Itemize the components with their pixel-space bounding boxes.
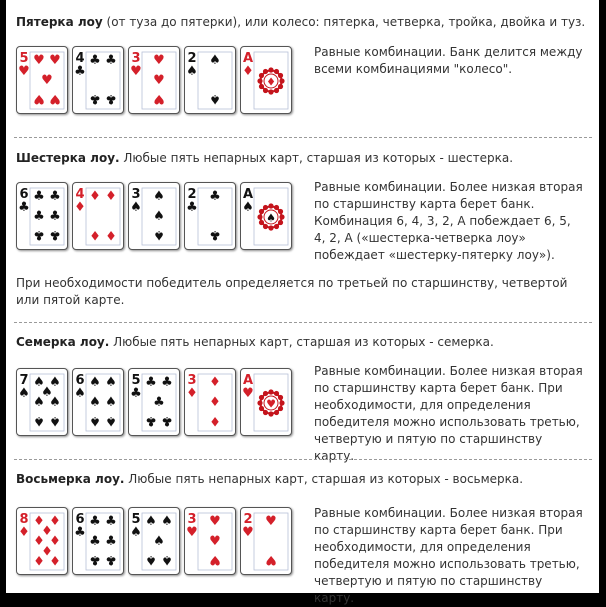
section-six-low xyxy=(16,150,592,307)
section-subtitle: Любые пять непарных карт, старшая из которых - шестерка. xyxy=(119,151,514,165)
page xyxy=(6,0,599,605)
clubs-pip-icon: ♣ xyxy=(105,53,117,68)
playing-card xyxy=(16,46,68,114)
ace-medallion-icon xyxy=(257,389,284,416)
playing-card xyxy=(128,368,180,436)
spades-suit-icon: ♠ xyxy=(130,200,142,215)
spades-pip-icon: ♠ xyxy=(49,375,61,390)
diamonds-pip-icon: ♦ xyxy=(89,189,101,204)
card-rank: A xyxy=(242,51,254,66)
diamonds-pip-icon: ♦ xyxy=(105,227,117,242)
hearts-pip-icon: ♥ xyxy=(49,91,61,106)
spades-pip-icon: ♠ xyxy=(105,395,117,410)
clubs-pip-icon: ♣ xyxy=(105,91,117,106)
clubs-pip-icon: ♣ xyxy=(89,514,101,529)
hearts-pip-icon: ♥ xyxy=(265,552,277,567)
card-rank: 2 xyxy=(187,187,197,202)
spades-pip-icon: ♠ xyxy=(33,375,45,390)
spades-pip-icon: ♠ xyxy=(89,375,101,390)
section-heading xyxy=(16,14,592,30)
hearts-pip-icon: ♥ xyxy=(153,53,165,68)
hearts-pip-icon: ♥ xyxy=(33,53,45,68)
section-subtitle: (от туза до пятерки), или колесо: пятерка, четверка, тройка, двойка и туз. xyxy=(102,15,586,29)
hearts-pip-icon: ♥ xyxy=(33,91,45,106)
card-rank: 6 xyxy=(19,187,29,202)
spades-pip-icon: ♠ xyxy=(41,385,53,400)
spades-pip-icon: ♠ xyxy=(153,227,165,242)
clubs-pip-icon: ♣ xyxy=(89,91,101,106)
spades-pip-icon: ♠ xyxy=(153,189,165,204)
clubs-pip-icon: ♣ xyxy=(49,227,61,242)
section-description: Равные комбинации. Более низкая вторая по старшинству карта берет банк. При необходимости, для определения победителя можно использовать третью, четвертую и пятую по старшинству карту. xyxy=(314,506,583,605)
clubs-suit-icon: ♣ xyxy=(18,200,30,215)
diamonds-pip-icon: ♦ xyxy=(41,524,53,539)
hearts-pip-icon: ♥ xyxy=(49,53,61,68)
section-description: Равные комбинации. Более низкая вторая по старшинству карта берет банк. Комбинация 6, 4, 3, 2, А побеждает 6, 5, 4, 2, А («шестерка-четверка лоу» побеждает «шестерку-пятерку лоу»). xyxy=(314,180,583,262)
diamonds-suit-icon: ♦ xyxy=(74,200,86,215)
card-rank: 2 xyxy=(187,51,197,66)
section-title: Пятерка лоу xyxy=(16,15,103,29)
playing-card xyxy=(16,368,68,436)
diamonds-suit-icon: ♦ xyxy=(18,525,30,540)
section-description: Равные комбинации. Более низкая вторая по старшинству карта берет банк. При необходимости, для определения победителя можно использовать третью, четвертую и пятую по старшинству карту. xyxy=(314,364,583,463)
section-five-low xyxy=(16,14,592,106)
card-rank: 2 xyxy=(243,512,253,527)
section-subtitle: Любые пять непарных карт, старшая из которых - восьмерка. xyxy=(124,472,524,486)
clubs-pip-icon: ♣ xyxy=(105,552,117,567)
svg-text:♠: ♠ xyxy=(266,211,276,225)
playing-card xyxy=(16,182,68,250)
playing-card xyxy=(128,182,180,250)
spades-pip-icon: ♠ xyxy=(105,375,117,390)
section-eight-low xyxy=(16,471,592,605)
ace-medallion-icon xyxy=(257,67,284,94)
spades-pip-icon: ♠ xyxy=(33,395,45,410)
card-rank: 3 xyxy=(131,51,141,66)
spades-pip-icon: ♠ xyxy=(105,413,117,428)
hearts-pip-icon: ♥ xyxy=(41,73,53,88)
svg-text:♦: ♦ xyxy=(266,75,276,89)
hearts-pip-icon: ♥ xyxy=(153,73,165,88)
card-rank: 6 xyxy=(75,373,85,388)
card-rank: 5 xyxy=(19,51,29,66)
playing-card xyxy=(72,46,124,114)
playing-card xyxy=(240,507,292,575)
card-rank: A xyxy=(242,373,254,388)
spades-suit-icon: ♠ xyxy=(74,386,86,401)
section-heading xyxy=(16,334,592,350)
playing-card xyxy=(128,507,180,575)
section-subtitle: Любые пять непарных карт, старшая из которых - семерка. xyxy=(109,335,494,349)
clubs-suit-icon: ♣ xyxy=(74,525,86,540)
playing-card xyxy=(184,182,236,250)
hearts-pip-icon: ♥ xyxy=(209,534,221,549)
section-title: Шестерка лоу. xyxy=(16,151,120,165)
card-rank: 4 xyxy=(75,51,85,66)
section-description: Равные комбинации. Банк делится между всеми комбинациями "колесо". xyxy=(314,45,583,76)
spades-suit-icon: ♠ xyxy=(242,200,254,215)
playing-card xyxy=(184,46,236,114)
clubs-suit-icon: ♣ xyxy=(74,64,86,79)
clubs-pip-icon: ♣ xyxy=(209,227,221,242)
diamonds-pip-icon: ♦ xyxy=(209,413,221,428)
spades-suit-icon: ♠ xyxy=(18,386,30,401)
diamonds-pip-icon: ♦ xyxy=(209,375,221,390)
diamonds-pip-icon: ♦ xyxy=(209,395,221,410)
spades-pip-icon: ♠ xyxy=(209,53,221,68)
card-rank: 5 xyxy=(131,512,141,527)
card-rank: 7 xyxy=(19,373,29,388)
spades-pip-icon: ♠ xyxy=(145,514,157,529)
svg-text:♥: ♥ xyxy=(266,397,276,411)
clubs-suit-icon: ♣ xyxy=(186,200,198,215)
card-rank: 3 xyxy=(187,373,197,388)
playing-card xyxy=(240,46,292,114)
diamonds-suit-icon: ♦ xyxy=(186,386,198,401)
clubs-pip-icon: ♣ xyxy=(209,189,221,204)
diamonds-pip-icon: ♦ xyxy=(89,227,101,242)
diamonds-pip-icon: ♦ xyxy=(105,189,117,204)
card-rank: 8 xyxy=(19,512,29,527)
diamonds-pip-icon: ♦ xyxy=(33,514,45,529)
clubs-pip-icon: ♣ xyxy=(89,552,101,567)
section-title: Семерка лоу. xyxy=(16,335,110,349)
clubs-pip-icon: ♣ xyxy=(49,189,61,204)
hearts-pip-icon: ♥ xyxy=(153,91,165,106)
clubs-pip-icon: ♣ xyxy=(161,413,173,428)
spades-pip-icon: ♠ xyxy=(153,209,165,224)
card-rank: 3 xyxy=(187,512,197,527)
spades-pip-icon: ♠ xyxy=(161,552,173,567)
spades-pip-icon: ♠ xyxy=(161,514,173,529)
clubs-pip-icon: ♣ xyxy=(161,375,173,390)
spades-suit-icon: ♠ xyxy=(186,64,198,79)
hearts-pip-icon: ♥ xyxy=(209,552,221,567)
card-rank: 3 xyxy=(131,187,141,202)
diamonds-suit-icon: ♦ xyxy=(242,64,254,79)
card-rank: 5 xyxy=(131,373,141,388)
diamonds-pip-icon: ♦ xyxy=(41,542,53,557)
spades-pip-icon: ♠ xyxy=(145,552,157,567)
diamonds-pip-icon: ♦ xyxy=(49,552,61,567)
section-note: При необходимости победитель определяется по третьей по старшинству, четвертой или пятой карте. xyxy=(16,276,568,307)
hearts-suit-icon: ♥ xyxy=(242,525,254,540)
spades-pip-icon: ♠ xyxy=(49,395,61,410)
clubs-pip-icon: ♣ xyxy=(145,413,157,428)
section-heading xyxy=(16,150,592,166)
clubs-pip-icon: ♣ xyxy=(49,209,61,224)
clubs-pip-icon: ♣ xyxy=(89,534,101,549)
spades-suit-icon: ♠ xyxy=(130,525,142,540)
section-title: Восьмерка лоу. xyxy=(16,472,125,486)
spades-pip-icon: ♠ xyxy=(33,413,45,428)
card-rank: 6 xyxy=(75,512,85,527)
playing-card xyxy=(72,507,124,575)
spades-pip-icon: ♠ xyxy=(209,91,221,106)
ace-medallion-icon xyxy=(257,203,284,230)
clubs-pip-icon: ♣ xyxy=(105,534,117,549)
hearts-suit-icon: ♥ xyxy=(186,525,198,540)
section-divider xyxy=(14,137,592,138)
hearts-suit-icon: ♥ xyxy=(18,64,30,79)
diamonds-pip-icon: ♦ xyxy=(33,552,45,567)
card-rank: A xyxy=(242,187,254,202)
diamonds-pip-icon: ♦ xyxy=(33,534,45,549)
spades-pip-icon: ♠ xyxy=(153,534,165,549)
playing-card xyxy=(184,507,236,575)
clubs-pip-icon: ♣ xyxy=(105,514,117,529)
hearts-suit-icon: ♥ xyxy=(242,386,254,401)
playing-card xyxy=(240,182,292,250)
section-heading xyxy=(16,471,592,487)
spades-pip-icon: ♠ xyxy=(49,413,61,428)
spades-pip-icon: ♠ xyxy=(89,413,101,428)
playing-card xyxy=(72,182,124,250)
hearts-pip-icon: ♥ xyxy=(265,514,277,529)
spades-pip-icon: ♠ xyxy=(89,395,101,410)
diamonds-pip-icon: ♦ xyxy=(49,534,61,549)
clubs-pip-icon: ♣ xyxy=(145,375,157,390)
section-seven-low xyxy=(16,334,592,463)
clubs-pip-icon: ♣ xyxy=(33,227,45,242)
playing-card xyxy=(128,46,180,114)
clubs-pip-icon: ♣ xyxy=(33,189,45,204)
section-divider xyxy=(14,459,592,460)
hearts-pip-icon: ♥ xyxy=(209,514,221,529)
section-divider xyxy=(14,322,592,323)
clubs-suit-icon: ♣ xyxy=(130,386,142,401)
card-rank: 4 xyxy=(75,187,85,202)
hearts-suit-icon: ♥ xyxy=(130,64,142,79)
playing-card xyxy=(184,368,236,436)
clubs-pip-icon: ♣ xyxy=(33,209,45,224)
playing-card xyxy=(16,507,68,575)
clubs-pip-icon: ♣ xyxy=(153,395,165,410)
diamonds-pip-icon: ♦ xyxy=(49,514,61,529)
playing-card xyxy=(240,368,292,436)
clubs-pip-icon: ♣ xyxy=(89,53,101,68)
playing-card xyxy=(72,368,124,436)
